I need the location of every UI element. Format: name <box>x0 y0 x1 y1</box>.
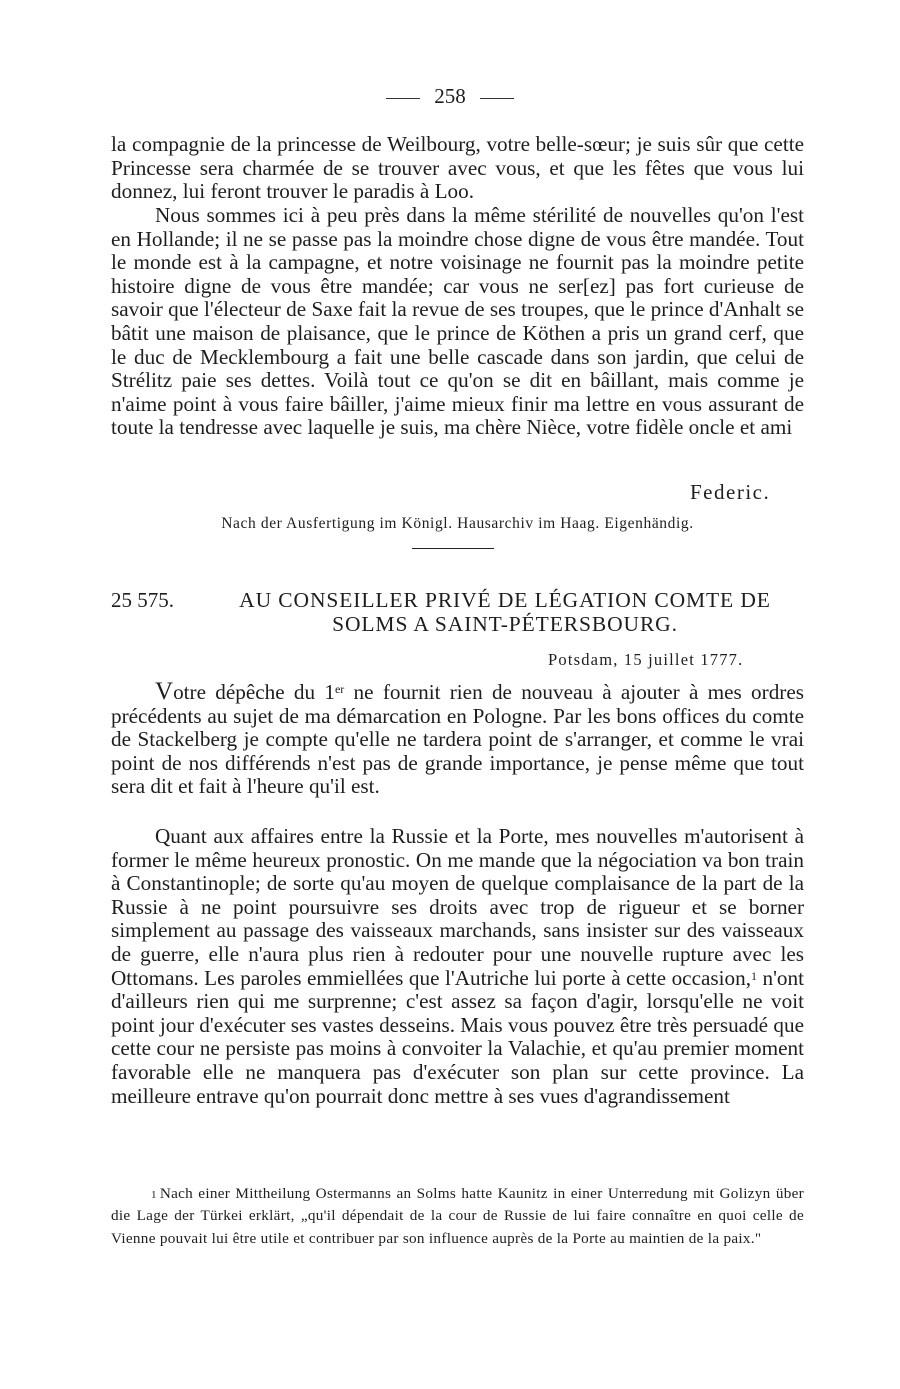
previous-letter-paragraph-1: la compagnie de la princesse de Weilbourg, votre belle-sœur; je suis sûr que cette Princesse sera charmée de se trouver avec vous, et que les fêtes que vous lui donnez, lui feront trouver le paradis à Loo. <box>111 132 804 204</box>
header-dash-left <box>386 98 420 99</box>
page-number: 258 <box>434 84 466 108</box>
letter-paragraph-2-text-a: Quant aux affaires entre la Russie et la Porte, mes nouvelles m'autorisent à former le même heureux pronostic. On me mande que la négociation va bon train à Constantinople; de sorte qu'au moyen de quelque complaisance de la part de la Russie à ne point poursuivre ses droits avec trop de rigueur et se borner simplement au passage des vaisseaux marchands, sans insister sur des vaisseaux de guerre, elle n'aura plus rien à redouter pour une nouvelle rupture avec les Ottomans. Les paroles emmiellées que l'Autriche lui porte à cette occasion, <box>111 824 804 990</box>
letter-paragraph-2 <box>111 825 804 1108</box>
letter-paragraph-1 <box>111 680 804 799</box>
letter-paragraph-1-text-a: otre dépêche du 1 <box>173 680 335 704</box>
ordinal-superscript: er <box>334 682 345 696</box>
header-dash-right <box>480 98 514 99</box>
place-date: Potsdam, 15 juillet 1777. <box>548 650 744 669</box>
previous-letter-paragraph-2: Nous sommes ici à peu près dans la même stérilité de nouvelles qu'on l'est en Hollande; il ne se passe pas la moindre chose digne de vous être mandée. Tout le monde est à la campagne, et notre voisinage ne fournit pas la moindre petite histoire digne de vous être mandée; car vous ne ser[ez] pas fort curieuse de savoir que l'électeur de Saxe fait la revue de ses troupes, que le prince d'Anhalt se bâtit une maison de plaisance, que le prince de Köthen a pris un grand cerf, que le duc de Mecklembourg a fait une belle cascade dans son jardin, que celui de Strélitz paie ses dettes. Voilà tout ce qu'on se dit en bâillant, mais comme je n'aime point à vous faire bâiller, j'aime mieux finir ma lettre en vous assurant de toute la tendresse avec laquelle je suis, ma chère Nièce, votre fidèle oncle et ami <box>111 203 804 440</box>
letter-number: 25 575. <box>111 588 174 612</box>
letter-paragraph-2-text-b: n'ont d'ailleurs rien qui me surprenne; c'est assez sa façon d'agir, lorsqu'elle ne voit point jour d'exécuter ses vastes desseins. Mais vous pouvez être très persuadé que cette cour ne persiste pas moins à convoiter la Valachie, et qu'au premier moment favorable elle ne manquera pas d'exécuter son plan sur cette province. La meilleure entrave qu'on pourrait donc mettre à ses vues d'agrandissement <box>111 965 804 1108</box>
initial-letter: V <box>155 678 174 705</box>
signature: Federic. <box>690 480 771 504</box>
source-note: Nach der Ausfertigung im Königl. Hausarchiv im Haag. Eigenhändig. <box>221 515 694 532</box>
footnote-reference: 1 <box>751 968 758 983</box>
section-divider <box>412 548 494 549</box>
footnote <box>111 1183 804 1250</box>
letter-heading: AU CONSEILLER PRIVÉ DE LÉGATION COMTE DE SOLMS A SAINT-PÉTERSBOURG. <box>239 588 771 636</box>
footnote-mark: 1 <box>151 1189 157 1201</box>
letter-paragraph-1-text-b: ne fournit rien de nouveau à ajouter à mes ordres précédents au sujet de ma démarcation en Pologne. Par les bons offices du comte de Stackelberg je compte qu'elle ne tardera point de s'arranger, et comme le vrai point de nos différends n'est pas de grande importance, je pense même que tout sera dit et fait à l'heure qu'il est. <box>111 680 804 799</box>
footnote-text: Nach einer Mittheilung Ostermanns an Solms hatte Kaunitz in einer Unterredung mit Golizyn über die Lage der Türkei erklärt, „qu'il dépendait de la cour de Russie de lui faire connaître en quoi celle de Vienne pouvait lui être utile et contribuer par son influence auprès de la Porte au maintien de la paix." <box>111 1185 804 1247</box>
page-header <box>0 84 900 109</box>
